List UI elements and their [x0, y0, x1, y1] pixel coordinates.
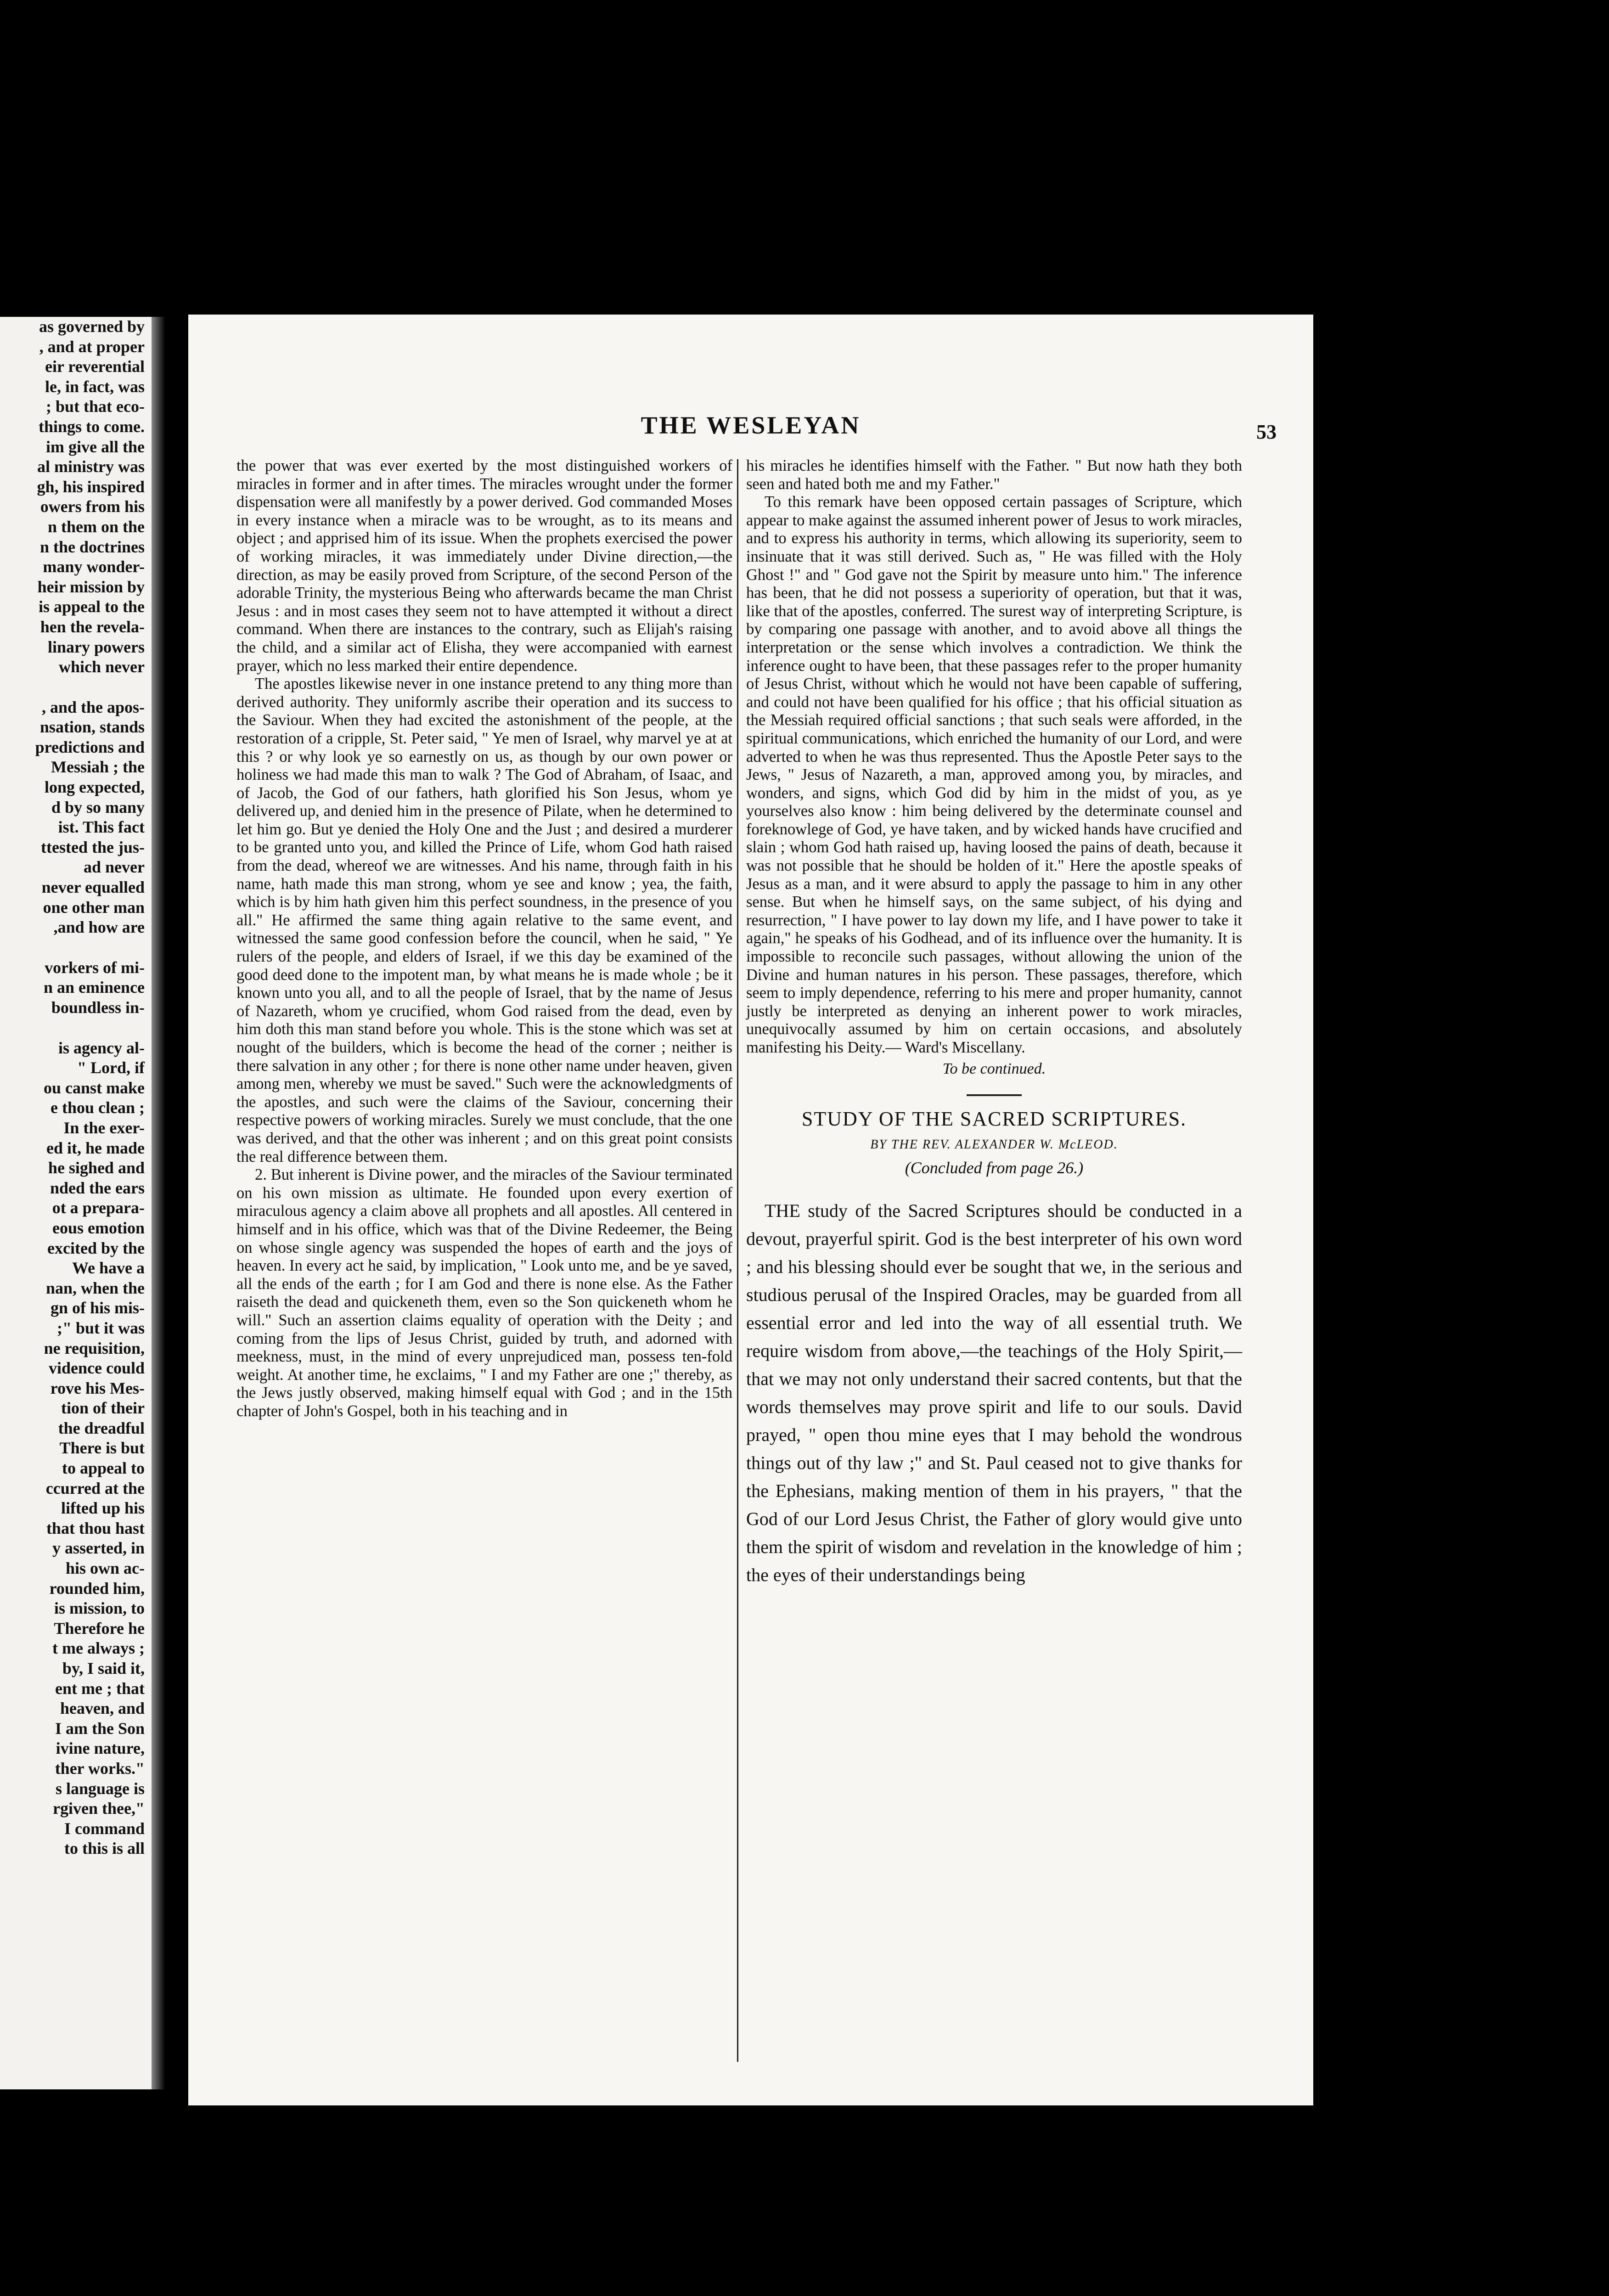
continued-note: To be continued. — [942, 1060, 1046, 1077]
paragraph: To this remark have been opposed certain passages of Scripture, which appear to make against the assumed inherent power of Jesus to work miracles, and to express his authority in terms, which allowing its superiority, seem to insinuate that it was still derived. Such as, " He was filled with the Holy Ghost !" and " God gave not the Spirit by measure unto him." The inference has been, that he did not possess a superiority of operation, but that it was, like that of the apostles, conferred. The surest way of interpreting Scripture, is by comparing one passage with another, and to avoid above all things the interpretation or the sense which involves a contradiction. We think the inference ought to have been, that these passages refer to the proper humanity of Jesus Christ, without which he would not have been capable of suffering, and could not have been qualified for his office ; that his official situation as the Messiah required official sanctions ; that such seals were afforded, in the spiritual communications, which enriched the humanity of our Lord, and were adverted to when he was thus represented. Thus the Apostle Peter says to the Jews, " Jesus of Nazareth, a man, approved among you, by miracles, and wonders, and signs, which God did by him in the midst of you, as ye yourselves also know : him being delivered by the determinate counsel and foreknowlege of God, ye have taken, and by wicked hands have crucified and slain ; whom God hath raised up, having loosed the pains of death, because it was not possible that he should be holden of it." Here the apostle speaks of Jesus as a man, and it were absurd to apply the passage to him in any other sense. But when he himself says, on the same subject, of his dying and resurrection, " I have power to lay down my life, and I have power to take it again," he speaks of his Godhead, and of its influence over the humanity. It is impossible to reconcile such passages, without allowing the union of the Divine and human natures in his person. These passages, therefore, which seem to imply dependence, referring to his mere and proper humanity, cannot justly be interpreted as denying an inherent power to work miracles, unequivocally assumed by him on certain occasions, and absolutely manifesting his Deity.— Ward's Miscellany. — [746, 493, 1242, 1056]
fragment-line: owers from his — [40, 497, 145, 516]
fragment-line: n them on the — [47, 517, 145, 536]
fragment-line: ccurred at the — [45, 1479, 145, 1497]
fragment-line: lifted up his — [61, 1499, 145, 1518]
fragment-line: ou canst make — [43, 1078, 145, 1097]
fragment-line: never equalled — [41, 878, 145, 897]
fragment-line: n the doctrines — [40, 537, 145, 556]
fragment-line: ivine nature, — [56, 1739, 145, 1758]
fragment-line: ad never — [84, 858, 145, 877]
fragment-line: ther works." — [55, 1759, 145, 1778]
fragment-line: al ministry was — [37, 457, 145, 476]
fragment-line: long expected, — [45, 778, 145, 797]
fragment-line: ot a prepara- — [52, 1199, 145, 1217]
paragraph: his miracles he identifies himself with the Father. " But now hath they both seen and hated both me and my Father." — [746, 457, 1242, 493]
fragment-line: the dreadful — [58, 1418, 145, 1437]
line-gap — [0, 677, 158, 698]
line-gap — [0, 938, 158, 958]
fragment-line: d by so many — [51, 798, 145, 816]
fragment-line: ist. This fact — [58, 818, 145, 837]
fragment-line: heir mission by — [37, 577, 145, 596]
fragment-line: many wonder- — [43, 557, 145, 576]
fragment-line: excited by the — [47, 1238, 145, 1257]
fragment-line: t me always ; — [52, 1639, 145, 1658]
fragment-line: to this is all — [64, 1839, 145, 1858]
column-rule — [737, 459, 738, 2062]
fragment-line: y asserted, in — [52, 1539, 145, 1558]
fragment-line: im give all the — [46, 437, 145, 456]
page-number: 53 — [1256, 421, 1277, 443]
paragraph: 2. But inherent is Divine power, and the miracles of the Saviour terminated on his own mission as ultimate. He founded upon every exertion of miraculous agency a claim above all prophets and all apostles. All centered in himself and in his office, which was that of the Divine Redeemer, the Being on whose single agency was suspended the hopes of earth and the joys of heaven. In every act he said, by implication, " Look unto me, and be ye saved, all the ends of the earth ; for I am God and there is none else. As the Father raiseth the dead and quickeneth them, even so the Son quickeneth whom he will." Such an assertion claims equality of operation with the Deity ; and coming from the lips of Jesus Christ, guided by truth, and adorned with meekness, must, in the mind of every unprejudiced man, possess ten-fold weight. At another time, he exclaims, " I and my Father are one ;" thereby, as the Jews justly observed, making himself equal with God ; and in the 15th chapter of John's Gospel, both in his teaching and in — [236, 1166, 732, 1420]
article-byline: BY THE REV. ALEXANDER W. McLEOD. — [870, 1137, 1118, 1152]
fragment-line: In the exer- — [63, 1118, 145, 1137]
fragment-line: gh, his inspired — [37, 477, 145, 496]
fragment-line: one other man — [43, 898, 145, 917]
fragment-line: e thou clean ; — [51, 1098, 145, 1117]
fragment-line: nded the ears — [50, 1178, 145, 1197]
fragment-line: There is but — [59, 1439, 145, 1458]
fragment-line: his own ac- — [65, 1559, 145, 1578]
fragment-line: I am the Son — [55, 1719, 145, 1738]
fragment-line: tion of their — [61, 1399, 145, 1418]
running-head: THE WESLEYAN — [641, 411, 861, 439]
fragment-line: ed it, he made — [46, 1138, 145, 1157]
fragment-line: le, in fact, was — [45, 377, 145, 396]
fragment-line: vorkers of mi- — [45, 958, 145, 977]
paragraph: the power that was ever exerted by the most distinguished workers of miracles in former and in after times. The miracles wrought under the former dispensation were all manifestly by a power derived. God commanded Moses in every instance when a miracle was to be wrought, as to its means and object ; and apprised him of its issue. When the prophets exercised the power of working miracles, it was immediately under Divine direction,—the direction, as may be easily proved from Scripture, of the second Person of the adorable Trinity, the mysterious Being who afterwards became the man Christ Jesus : and in most cases they seem not to have attempted it without a direct command. When there are instances to the contrary, such as Elijah's raising the child, and a similar act of Elisha, they were accompanied with earnest prayer, which no less marked their entire dependence. — [236, 457, 732, 675]
fragment-line: We have a — [72, 1259, 145, 1277]
fragment-line: by, I said it, — [62, 1659, 145, 1677]
fragment-line: nan, when the — [45, 1278, 145, 1297]
left-column — [236, 457, 732, 1420]
fragment-line: that thou hast — [46, 1519, 145, 1537]
fragment-line: hen the revela- — [40, 617, 145, 636]
fragment-line: is appeal to the — [38, 597, 145, 616]
fragment-line: he sighed and — [48, 1159, 145, 1177]
page-gutter — [152, 317, 165, 2089]
fragment-line: I command — [64, 1819, 145, 1838]
fragment-line: heaven, and — [60, 1699, 145, 1718]
fragment-line: , and at proper — [39, 337, 145, 356]
fragment-line: Messiah ; the — [51, 758, 145, 777]
article-title: STUDY OF THE SACRED SCRIPTURES. — [801, 1108, 1187, 1131]
fragment-line: ;" but it was — [56, 1318, 145, 1337]
fragment-line: nsation, stands — [39, 718, 145, 737]
fragment-line: as governed by — [39, 317, 145, 336]
fragment-line: rove his Mes- — [50, 1379, 145, 1397]
fragment-line: rounded him, — [49, 1579, 145, 1598]
paragraph: The apostles likewise never in one instance pretend to any thing more than derived authority. They uniformly ascribe their operation and its success to the Saviour. When they had excited the astonishment of the people, at the restoration of a cripple, St. Peter said, " Ye men of Israel, why marvel ye at at this ? or why look ye so earnestly on us, as though by our own power or holiness we had made this man to walk ? The God of Abraham, of Isaac, and of Jacob, the God of our fathers, hath glorified his Son Jesus, whom ye delivered up, and denied him in the presence of Pilate, when he determined to let him go. But ye denied the Holy One and the Just ; and desired a murderer to be granted unto you, and killed the Prince of Life, whom God hath raised from the dead, whereof we are witnesses. And his name, through faith in his name, hath made this man strong, whom ye see and know ; yea, the faith, which is by him hath given him this perfect soundness, in the presence of you all." He affirmed the same thing again relative to the same event, and witnessed the same good confession before the council, when he said, " Ye rulers of the people, and elders of Israel, if we this day be examined of the good deed done to the impotent man, by what means he is made whole ; be it known unto you all, and to all the people of Israel, that by the name of Jesus of Nazareth, whom ye crucified, whom God raised from the dead, even by him doth this man stand before you whole. This is the stone which was set at nought of the builders, which is become the head of the corner ; neither is there salvation in any other ; for there is none other name under heaven, given among men, whereby we must be saved." Such were the acknowledgments of the apostles, and such were the claims of the Saviour, concerning their respective powers of working miracles. Surely we must conclude, that the one was derived, and that the other was inherent ; and on this great point consists the real difference between them. — [236, 675, 732, 1165]
fragment-line: eous emotion — [52, 1218, 145, 1237]
right-column — [746, 457, 1242, 1589]
fragment-line: n an eminence — [44, 978, 145, 997]
fragment-line: rgiven thee," — [53, 1799, 145, 1818]
line-gap — [0, 1018, 158, 1038]
fragment-line: ; but that eco- — [46, 397, 145, 416]
fragment-line: predictions and — [35, 737, 145, 756]
fragment-line: is mission, to — [54, 1599, 145, 1618]
fragment-line: to appeal to — [62, 1459, 145, 1478]
concluded-note: (Concluded from page 26.) — [905, 1159, 1084, 1177]
fragment-line: gn of his mis- — [50, 1299, 145, 1317]
article-body: THE study of the Sacred Scriptures should be conducted in a devout, prayerful spirit. God is the best interpreter of his own word ; and his blessing should ever be sought that we, in the serious and studious perusal of the Inspired Oracles, may be guarded from all essential error and led into the way of all essential truth. We require wisdom from above,—the teachings of the Holy Spirit,—that we may not only understand their sacred contents, but that the words themselves may prove spirit and life to our souls. David prayed, " open thou mine eyes that I may behold the wondrous things out of thy law ;" and St. Paul ceased not to give thanks for the Ephesians, making mention of them in his prayers, " that the God of our Lord Jesus Christ, the Father of glory would give unto them the spirit of wisdom and revelation in the knowledge of him ; the eyes of their understandings being — [746, 1200, 1242, 1585]
fragment-line: boundless in- — [51, 998, 145, 1017]
fragment-line: ent me ; that — [55, 1679, 145, 1698]
facing-page-fragment — [0, 317, 158, 2089]
section-divider — [967, 1094, 1022, 1096]
fragment-line: things to come. — [39, 417, 145, 436]
fragment-line: , and the apos- — [41, 698, 145, 716]
fragment-line: eir reverential — [45, 357, 145, 376]
fragment-line: is agency al- — [58, 1038, 145, 1057]
fragment-line: s language is — [55, 1779, 145, 1798]
fragment-line: ,and how are — [53, 918, 145, 937]
fragment-line: " Lord, if — [77, 1058, 145, 1077]
fragment-line: ttested the jus- — [41, 838, 145, 856]
fragment-line: which never — [59, 658, 145, 676]
fragment-line: Therefore he — [54, 1619, 145, 1638]
fragment-line: ne requisition, — [44, 1339, 145, 1357]
fragment-line: vidence could — [48, 1359, 145, 1378]
fragment-line: linary powers — [48, 637, 145, 656]
newspaper-page — [188, 315, 1313, 2105]
